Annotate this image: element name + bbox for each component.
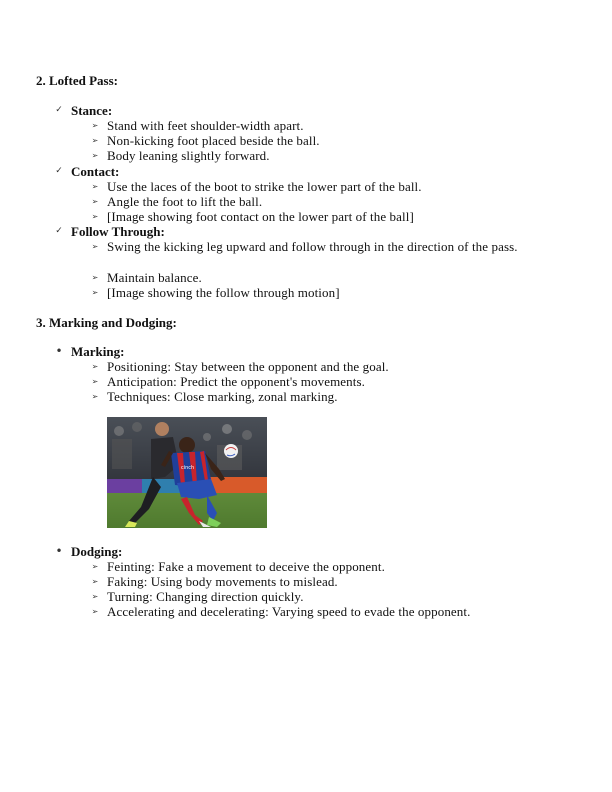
section-heading-marking-dodging: 3. Marking and Dodging: bbox=[36, 315, 177, 330]
subheading-label: Dodging: bbox=[71, 544, 123, 559]
arrow-bullet-icon: ➢ bbox=[91, 562, 99, 571]
arrow-bullet-icon: ➢ bbox=[91, 273, 99, 282]
checkmark-icon: ✓ bbox=[55, 105, 63, 115]
arrow-bullet-icon: ➢ bbox=[91, 592, 99, 601]
arrow-bullet-icon: ➢ bbox=[91, 212, 99, 221]
arrow-bullet-icon: ➢ bbox=[91, 121, 99, 130]
section-heading-lofted-pass: 2. Lofted Pass: bbox=[36, 73, 118, 88]
arrow-bullet-icon: ➢ bbox=[91, 197, 99, 206]
bullet-icon: • bbox=[55, 344, 63, 358]
list-item: ➢ [Image showing the follow through motion] bbox=[89, 285, 569, 300]
arrow-bullet-icon: ➢ bbox=[91, 242, 99, 251]
arrow-bullet-icon: ➢ bbox=[91, 577, 99, 586]
bullet-icon: • bbox=[55, 544, 63, 558]
subheading-label: Marking: bbox=[71, 344, 125, 359]
list-item: ➢ Turning: Changing direction quickly. bbox=[89, 589, 569, 604]
list-item: ➢ Faking: Using body movements to mislead. bbox=[89, 574, 569, 589]
subheading-label: Contact: bbox=[71, 164, 120, 179]
list-item: ➢ Swing the kicking leg upward and follow through in the direction of the pass. bbox=[89, 239, 564, 254]
arrow-bullet-icon: ➢ bbox=[91, 362, 99, 371]
checkmark-icon: ✓ bbox=[55, 166, 63, 176]
arrow-bullet-icon: ➢ bbox=[91, 182, 99, 191]
list-item: ➢ Techniques: Close marking, zonal marking. bbox=[89, 389, 569, 404]
arrow-bullet-icon: ➢ bbox=[91, 151, 99, 160]
list-item: ➢ Angle the foot to lift the ball. bbox=[89, 194, 569, 209]
arrow-bullet-icon: ➢ bbox=[91, 377, 99, 386]
list-item: ➢ Accelerating and decelerating: Varying speed to evade the opponent. bbox=[89, 604, 569, 619]
checkmark-icon: ✓ bbox=[55, 226, 63, 236]
list-item: ➢ Anticipation: Predict the opponent's movements. bbox=[89, 374, 569, 389]
arrow-bullet-icon: ➢ bbox=[91, 288, 99, 297]
arrow-bullet-icon: ➢ bbox=[91, 607, 99, 616]
arrow-bullet-icon: ➢ bbox=[91, 136, 99, 145]
subheading-label: Stance: bbox=[71, 103, 113, 118]
list-item: ➢ Stand with feet shoulder-width apart. bbox=[89, 118, 569, 133]
list-item: ➢ Body leaning slightly forward. bbox=[89, 148, 569, 163]
arrow-bullet-icon: ➢ bbox=[91, 392, 99, 401]
list-item: ➢ Use the laces of the boot to strike the lower part of the ball. bbox=[89, 179, 569, 194]
list-item: ➢ Maintain balance. bbox=[89, 270, 569, 285]
list-item: ➢ [Image showing foot contact on the lower part of the ball] bbox=[89, 209, 569, 224]
list-item: ➢ Non-kicking foot placed beside the ball. bbox=[89, 133, 569, 148]
subheading-label: Follow Through: bbox=[71, 224, 165, 239]
list-item: ➢ Positioning: Stay between the opponent and the goal. bbox=[89, 359, 569, 374]
svg-text:cinch: cinch bbox=[181, 465, 195, 471]
football-players-photo bbox=[107, 417, 267, 528]
list-item: ➢ Feinting: Fake a movement to deceive the opponent. bbox=[89, 559, 569, 574]
